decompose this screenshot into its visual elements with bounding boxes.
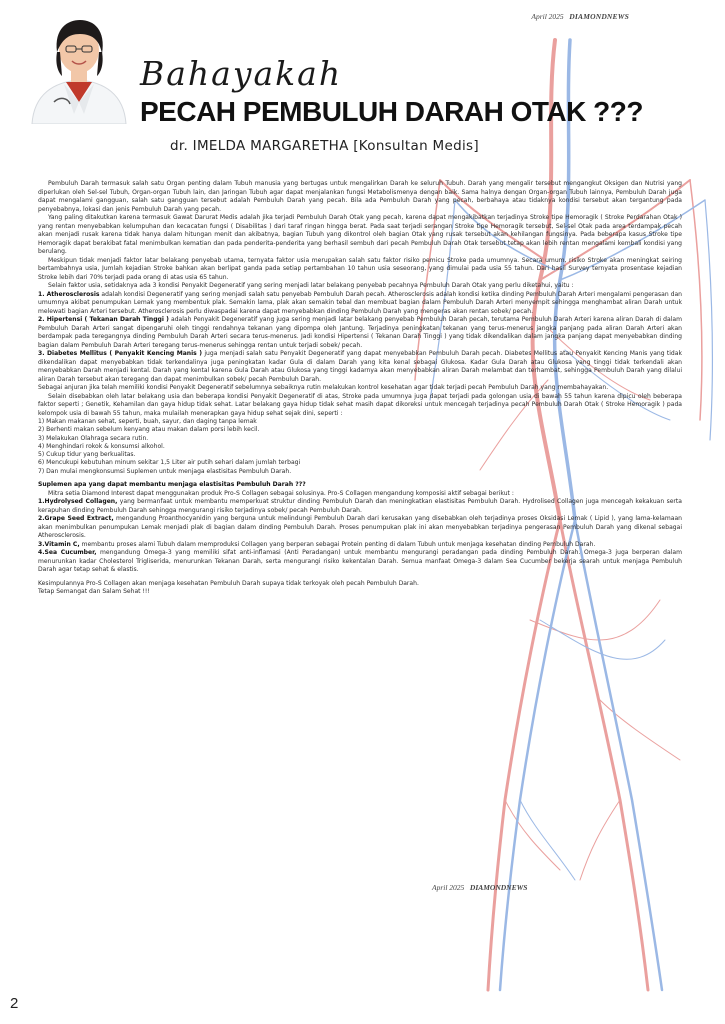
ingredient-item [38,498,682,515]
advice-paragraph: Sebagai anjuran jika telah memiliki kondisi Penyakit Degeneratif sebelumnya sebaiknya rutin melakukan kontrol kesehatan agar tidak terjadi pecah Pembuluh Darah yang membahayakan. [38,384,609,391]
intro-paragraph: Pembuluh Darah termasuk salah satu Organ penting dalam Tubuh manusia yang bertugas untuk mengalirkan Darah ke seluruh Tubuh. Darah yang mengalir tersebut mengangkut Oksigen dan Nutrisi yang diperlukan oleh Sel-sel Tubuh, Organ-organ Tubuh lain, dan Jaringan Tubuh agar dapat menjalankan fungsi Metabolismenya dengan baik. Sama halnya dengan Organ-organ Tubuh lainnya, Pembuluh Darah juga dapat mengalami gangguan, salah satu gangguan tersebut adalah Pembuluh Darah yang pecah. Bila ada Pembuluh Darah yang pecah, berbahaya atau tidaknya kondisi tersebut akan tergantung pada penyebabnya, lokasi dan jenis Pembuluh Darah yang pecah. [38,180,682,213]
page-footer [432,883,527,892]
page-number: 2 [10,995,19,1012]
page-header [531,12,629,21]
ingredient-lead: 4.Sea Cucumber, [38,549,97,557]
cause-lead: 1. Atherosclerosis [38,290,100,298]
supplement-intro: Mitra setia Diamond Interest dapat menggunakan produk Pro-S Collagen sebagai solusinya. Pro-S Collagen mengandung komposisi aktif sebagai berikut : [48,489,514,497]
header-date: April 2025 [531,12,564,21]
closing-paragraph: Tetap Semangat dan Salam Sehat !!! [38,588,150,596]
cause-text: juga menjadi salah satu Penyakit Degeneratif yang dapat menyebabkan Pembuluh Darah pecah. Diabetes Mellitus atau Penyakit Kencing Manis yang tidak dikendalikan dapat menyebabkan tidak terkendalinya juga peningkatan kadar Gula di dalam Darah yang kita kenal sebagai Glukosa. Kadar Gula Darah atau Glukosa yang tinggi tidak terkendali akan menyebabkan Darah menjadi kental. Darah yang kental karena Gula Darah atau Glukosa yang tinggi kadarnya akan menyebabkan aliran Darah melambat dan terhambat, sehingga Pembuluh Darah yang dilalui aliran Darah tersebut akan teregang dan dapat menimbulkan sobek/ pecah Pembuluh Darah. [38,350,682,383]
ingredient-item [38,515,682,541]
cause-lead: 3. Diabetes Mellitus ( Penyakit Kencing Manis ) [38,350,203,357]
header-brand: DIAMONDNEWS [569,12,629,21]
tip-item: 4) Menghindari rokok & konsumsi alkohol. [38,442,165,450]
article-body [38,180,682,597]
tip-item: 5) Cukup tidur yang berkualitas. [38,451,136,459]
tip-item: 7) Dan mulai mengkonsumsi Suplemen untuk menjaga elastisitas Pembuluh Darah. [38,467,292,475]
footer-date: April 2025 [432,883,465,892]
intro-paragraph: Yang paling ditakutkan karena termasuk Gawat Darurat Medis adalah jika terjadi Pembuluh Darah Otak yang pecah, karena dapat mengakibatkan terjadinya Stroke tipe Hemoragik ( Stroke Perdarahan Otak ) yang rentan menyebabkan kelumpuhan dan kecacatan fungsi ( Disabilitas ) dari taraf ringan hingga berat. Pada saat terjadi serangan Stroke tipe Hemoragik tersebut, Sel-sel Otak pada area terdampak pecah akan menjadi rusak karena tidak hanya dalam hitungan menit dan akibatnya, bagian Tubuh yang dikontrol oleh bagian Otak yang rusak tersebut akan kehilangan fungsinya. Pada beberapa kasus Stroke tipe Hemoragik dapat berakibat fatal menimbulkan kematian dan pada penderita-penderita yang berhasil sembuh dari pecah Pembuluh Darah Otak tersebut tetap akan lebih rentan mengalami kembali kondisi yang berulang. [38,214,682,255]
intro-paragraph: Meskipun tidak menjadi faktor latar belakang penyebab utama, ternyata faktor usia merupakan salah satu faktor risiko pemicu Stroke pada umumnya. Secara umum, risiko Stroke akan meningkat seiring bertambahnya usia, Jumlah kejadian Stroke bahkan akan berlipat ganda pada setiap pertambahan 10 tahun usia seseorang, yang dimulai pada usia 55 tahun. Dari hasil Survey ternyata prosentase kejadian Stroke lebih dari 70% terjadi pada orang di atas usia 65 tahun. [38,256,682,281]
cause-item [38,291,682,317]
cause-text: adalah kondisi Degeneratif yang sering menjadi salah satu penyebab Pembuluh Darah pecah. Atherosclerosis adalah kondisi ketika dinding Pembuluh Darah Arteri mengalami pengerasan dan umumnya akibat penumpukan Lemak yang membentuk plak. Semakin lama, plak akan semakin tebal dan membuat bagian dalam Pembuluh Darah Arteri menyempit sehingga menghambat aliran Darah untuk melewati bagian Arteri tersebut. Atherosclerosis perlu diwaspadai karena dapat menyebabkan dinding Pembuluh Darah yang mengeras akan rentan sobek/ pecah. [38,290,682,315]
ingredient-lead: 1.Hydrolysed Collagen, [38,498,118,506]
ingredient-lead: 2.Grape Seed Extract, [38,515,114,523]
page-title: PECAH PEMBULUH DARAH OTAK ??? [140,96,643,127]
ingredient-text: mengandung Omega-3 yang memiliki sifat anti-inflamasi (Anti Peradangan) untuk membantu mengurangi peradangan pada dinding Pembuluh Darah. Omega-3 juga berperan dalam menurunkan kadar Cholesterol Trigliserida, menurunkan Tekanan Darah, serta mengurangi risiko kekentalan Darah. Semua manfaat Omega-3 dalam Sea Cucumber bekerja searah untuk menjaga Pembuluh Darah agar tetap sehat & elastis. [38,549,682,574]
ingredient-text: mengandung Proanthocyanidin yang berguna untuk melindungi Pembuluh Darah dari kerusakan yang disebabkan oleh terjadinya proses Oksidasi Lemak ( Lipid ), yang lama-kelamaan akan menimbulkan penumpukan Lemak menjadi plak di bagian dalam dinding Pembuluh Darah. Proses penumpukan plak ini akan menyebabkan terjadinya pengerasan Pembuluh Darah yang dikenal sebagai Atherosclerosis. [38,515,683,540]
title-kicker: Bahayakah [140,54,343,93]
cause-text: adalah Penyakit Degeneratif yang juga sering menjadi latar belakang penyebab Pembuluh Darah pecah, terutama Pembuluh Darah Arteri karena aliran Darah di dalam Pembuluh Darah Arteri sangat dipengaruhi oleh tinggi rendahnya tekanan yang dipompa oleh Jantung. Terjadinya peningkatan tekanan yang terus-menerus jangka panjang pada aliran Darah Arteri akan berdampak pada teregangnya dinding Pembuluh Darah Arteri secara terus-menerus. Jadi kondisi Hipertensi ( Tekanan Darah Tinggi ) yang tidak dikendalikan dalam jangka panjang dapat menyebabkan dinding bagian dalam Pembuluh Darah Arteri teregang terus-menerus sehingga rentan untuk terjadi sobek/ pecah. [38,316,682,349]
advice-paragraph: Selain disebabkan oleh latar belakang usia dan beberapa kondisi Penyakit Degeneratif di atas, Stroke pada umumnya juga dapat terjadi pada golongan usia di bawah 55 tahun karena dipicu oleh beberapa faktor seperti ; Genetik, Kehamilan dan gaya hidup tidak sehat. Latar belakang gaya hidup tidak sehat masih dapat dikoreksi untuk mencegah terjadinya pecah Pembuluh Darah Otak ( Stroke Hemoragik ) pada kelompok usia di bawah 55 tahun, maka mulailah menerapkan gaya hidup sehat sejak dini, seperti : [38,392,682,417]
tip-item: 6) Mencukupi kebutuhan minum sekitar 1,5 Liter air putih sehari dalam jumlah terbagi [38,459,301,467]
supplement-heading [38,481,682,490]
cause-item [38,350,682,384]
tip-item: 2) Berhenti makan sebelum kenyang atau makan dalam porsi lebih kecil. [38,426,260,434]
author-portrait [24,6,134,124]
author-byline: dr. IMELDA MARGARETHA [Konsultan Medis] [170,138,479,154]
intro-paragraph: Selain faktor usia, setidaknya ada 3 kondisi Penyakit Degeneratif yang sering menjadi latar belakang penyebab pecahnya Pembuluh Darah Otak yang perlu diketahui, yaitu : [48,282,574,289]
tip-item: 1) Makan makanan sehat, seperti, buah, sayur, dan daging tanpa lemak [38,418,257,425]
ingredient-text: membantu proses alami Tubuh dalam memproduksi Collagen yang berperan sebagai Protein penting di dalam Tubuh untuk menjaga kesehatan dinding Pembuluh Darah. [79,540,596,548]
tip-item: 3) Melakukan Olahraga secara rutin. [38,434,149,442]
cause-item [38,316,682,350]
cause-lead: 2. Hipertensi ( Tekanan Darah Tinggi ) [38,316,169,323]
ingredient-text: yang bermanfaat untuk membantu memperkuat struktur dinding Pembuluh Darah dan meningkatkan elastisitas Pembuluh Darah. Hydrolised Collagen juga mencegah kekakuan serta kerapuhan dinding Pembuluh Darah sehingga mengurangi risiko terjadinya sobek/ pecah Pembuluh Darah. [38,498,682,514]
ingredient-item [38,541,682,550]
closing-paragraph: Kesimpulannya Pro-S Collagen akan menjaga kesehatan Pembuluh Darah supaya tidak terkoyak oleh pecah Pembuluh Darah. [38,579,419,587]
footer-brand: DIAMONDNEWS [469,883,528,892]
supplement-heading-text: Suplemen apa yang dapat membantu menjaga elastisitas Pembuluh Darah ??? [38,481,306,489]
ingredient-lead: 3.Vitamin C, [38,540,80,548]
ingredient-item [38,549,682,575]
